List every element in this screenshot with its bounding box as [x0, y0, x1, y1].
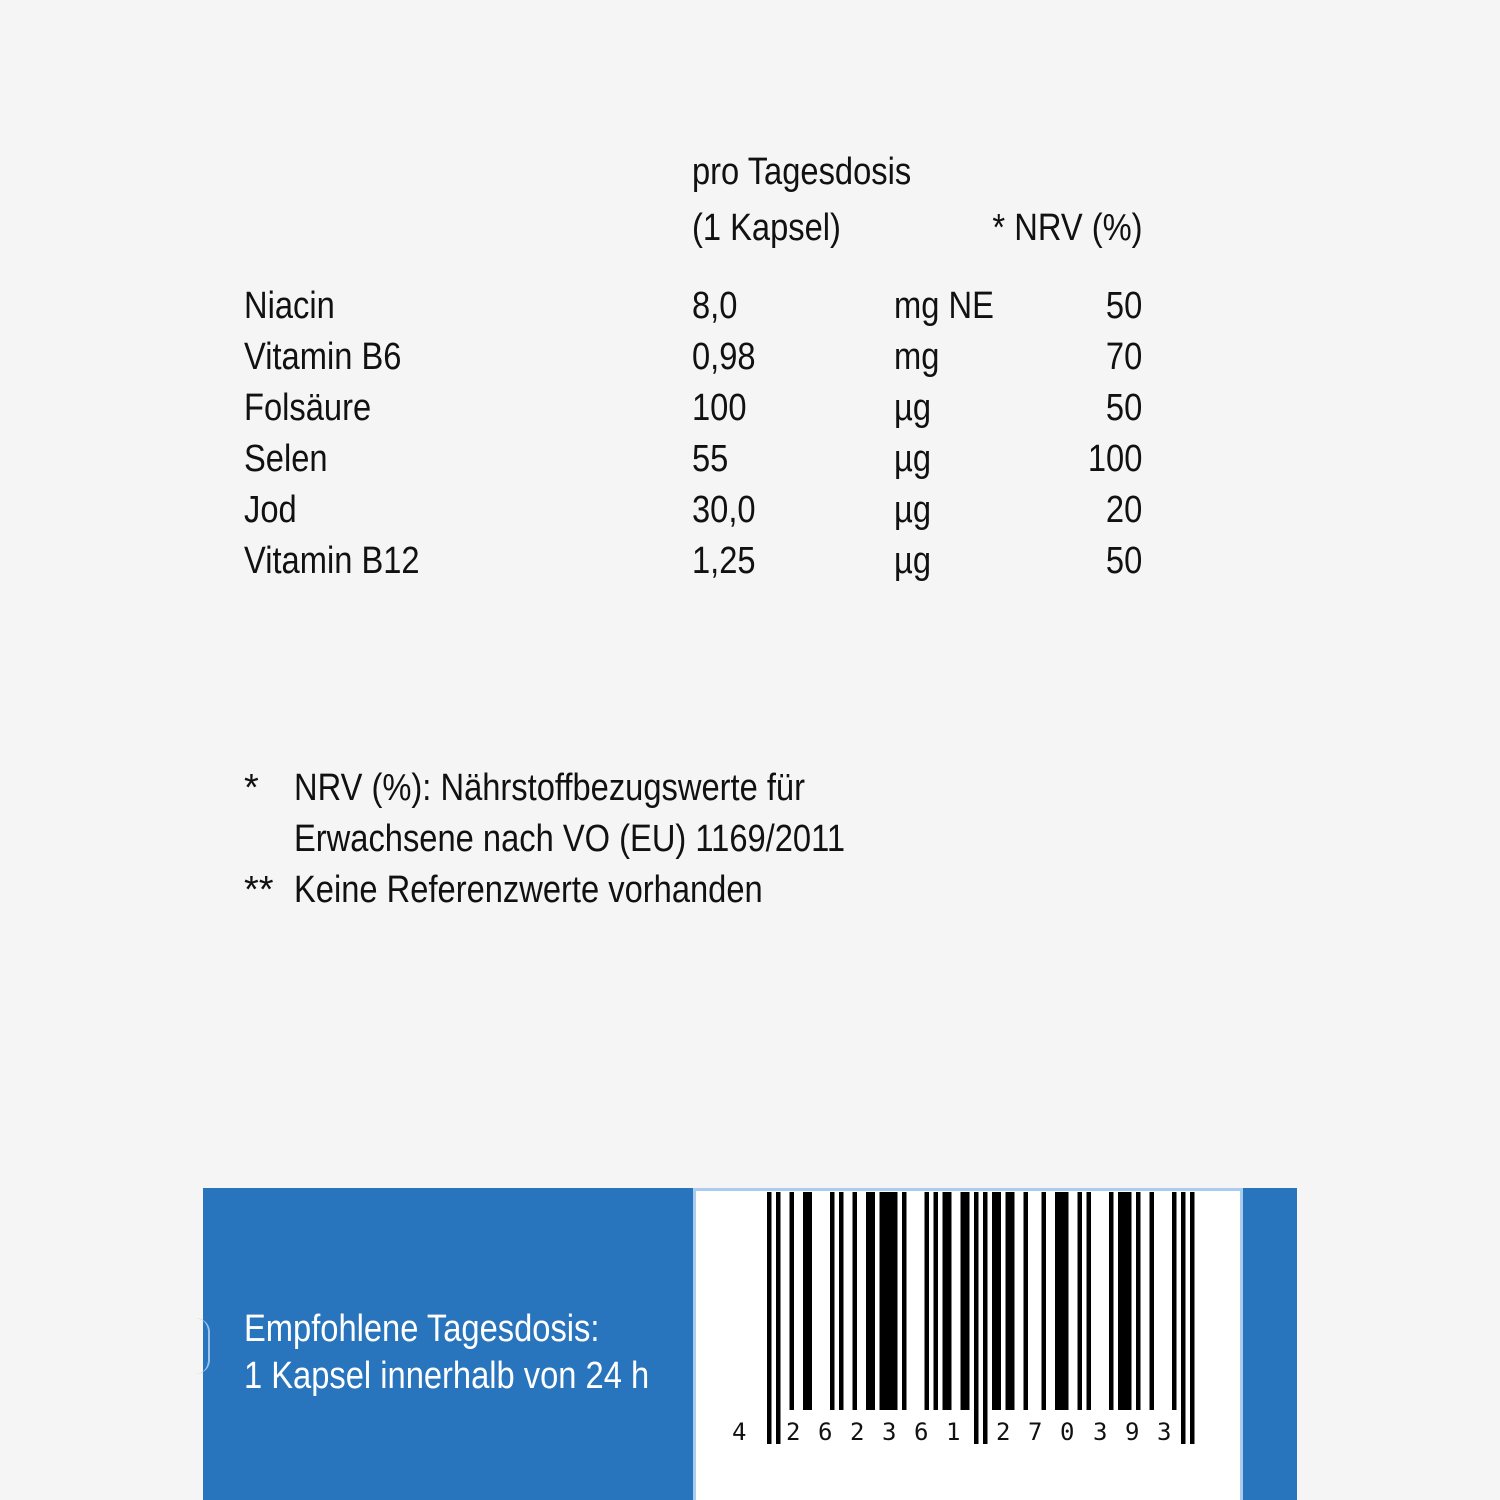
barcode-digit: 7: [1028, 1418, 1043, 1446]
nutrient-unit: mg: [894, 336, 940, 378]
barcode-bar: [830, 1192, 835, 1410]
barcode-digit: 3: [882, 1418, 897, 1446]
nutrient-unit: µg: [894, 489, 932, 531]
nutrient-unit: µg: [894, 387, 932, 429]
barcode-bar: [1055, 1192, 1069, 1410]
barcode-digit: 2: [786, 1418, 801, 1446]
barcode-bar: [803, 1192, 812, 1410]
nutrient-name: Vitamin B12: [244, 540, 420, 582]
nutrient-nrv: 50: [1105, 387, 1142, 429]
nutrient-unit: mg NE: [894, 285, 994, 327]
nutrient-amount: 100: [692, 387, 747, 429]
nutrient-unit: µg: [894, 540, 932, 582]
barcode-bar: [1087, 1192, 1092, 1410]
barcode-guard-bar: [974, 1192, 979, 1444]
nutrient-name: Jod: [244, 489, 297, 531]
barcode-bar: [880, 1192, 898, 1410]
barcode-digit: 4: [732, 1418, 747, 1446]
barcode-digit: 2: [850, 1418, 865, 1446]
barcode-digit: 3: [1093, 1418, 1108, 1446]
barcode-bar: [866, 1192, 875, 1410]
nutrient-name: Vitamin B6: [244, 336, 402, 378]
barcode-digit: 1: [946, 1418, 961, 1446]
nutrient-amount: 55: [692, 438, 729, 480]
barcode-bar: [1109, 1192, 1114, 1410]
dosage-label: Empfohlene Tagesdosis:: [244, 1308, 600, 1350]
barcode-bar: [1118, 1192, 1132, 1410]
barcode-bar: [790, 1192, 795, 1410]
nutrient-amount: 8,0: [692, 285, 738, 327]
nutrient-nrv: 70: [1105, 336, 1142, 378]
barcode-guard-bar: [1190, 1192, 1195, 1444]
footnote-text: Keine Referenzwerte vorhanden: [294, 869, 763, 911]
barcode-digit: 6: [914, 1418, 929, 1446]
barcode-bar: [934, 1192, 939, 1410]
barcode-bar: [1024, 1192, 1029, 1410]
barcode-bar: [1172, 1192, 1177, 1410]
footnote-marker: **: [244, 869, 274, 911]
nutrient-amount: 30,0: [692, 489, 756, 531]
barcode-bar: [902, 1192, 907, 1410]
nutrient-nrv: 50: [1105, 285, 1142, 327]
barcode-digits: [0, 1418, 1500, 1452]
footnote-marker: *: [244, 767, 259, 809]
barcode-bar: [992, 1192, 1001, 1410]
nutrient-amount: 1,25: [692, 540, 756, 582]
footnote-text: Erwachsene nach VO (EU) 1169/2011: [294, 818, 846, 860]
nutrient-name: Folsäure: [244, 387, 372, 429]
nutrient-nrv: 50: [1105, 540, 1142, 582]
footnote-text: NRV (%): Nährstoffbezugswerte für: [294, 767, 805, 809]
barcode-digit: 2: [996, 1418, 1011, 1446]
nutrient-name: Niacin: [244, 285, 335, 327]
barcode-bar: [1078, 1192, 1083, 1410]
barcode-bar: [1150, 1192, 1155, 1410]
nutrient-name: Selen: [244, 438, 328, 480]
barcode-guard-bar: [1181, 1192, 1186, 1444]
barcode-guard-bar: [767, 1192, 772, 1444]
barcode-bar: [961, 1192, 970, 1410]
barcode-bar: [1006, 1192, 1015, 1410]
nutrient-amount: 0,98: [692, 336, 756, 378]
barcode-bar: [943, 1192, 952, 1410]
barcode-guard-bar: [776, 1192, 781, 1444]
barcode-digit: 0: [1060, 1418, 1075, 1446]
header-nrv: * NRV (%): [992, 207, 1143, 249]
barcode-bar: [839, 1192, 844, 1410]
header-per-dose: pro Tagesdosis: [692, 151, 912, 193]
nutrient-unit: µg: [894, 438, 932, 480]
barcode-bar: [1042, 1192, 1047, 1410]
barcode-guard-bar: [983, 1192, 988, 1444]
dosage-instruction: 1 Kapsel innerhalb von 24 h: [244, 1355, 650, 1397]
barcode-digit: 9: [1125, 1418, 1140, 1446]
header-capsule: (1 Kapsel): [692, 207, 841, 249]
barcode-bar: [925, 1192, 930, 1410]
barcode-bar: [853, 1192, 858, 1410]
nutrient-nrv: 100: [1087, 438, 1142, 480]
barcode-digit: 3: [1157, 1418, 1172, 1446]
barcode-bar: [1136, 1192, 1141, 1410]
barcode-digit: 6: [818, 1418, 833, 1446]
nutrient-nrv: 20: [1105, 489, 1142, 531]
